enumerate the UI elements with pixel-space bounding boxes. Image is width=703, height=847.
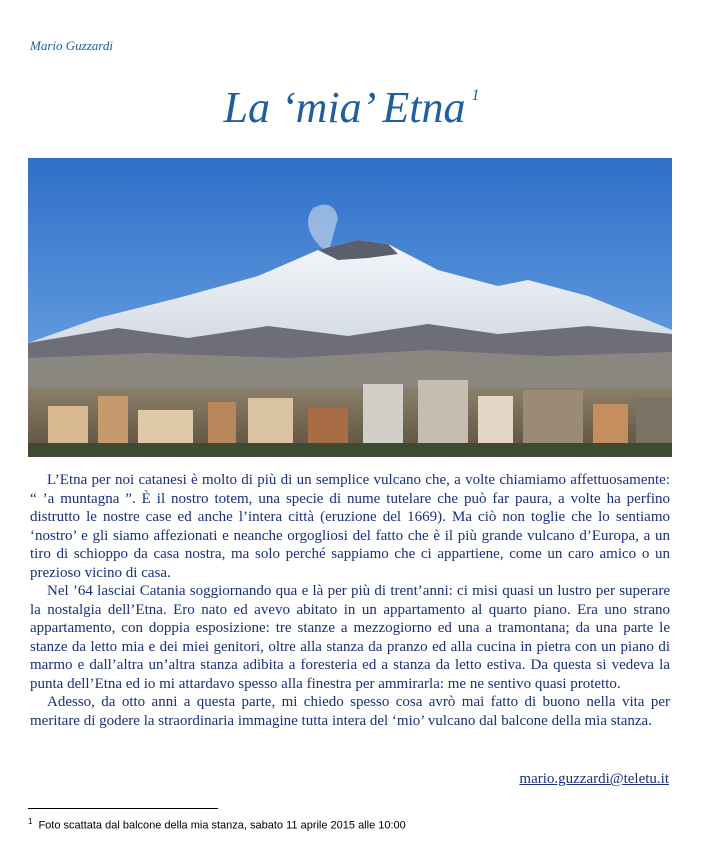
page-title	[0, 83, 703, 132]
footnote-number: 1	[28, 817, 33, 826]
title-footnote-marker: 1	[471, 87, 480, 104]
etna-photo-drawing	[28, 158, 672, 457]
author-name: Mario Guzzardi	[30, 38, 113, 53]
paragraph: Nel ’64 lasciai Catania soggiornando qua e là per più di trent’anni: ci misi quasi un lustro per superare la nostalgia dell’Etna. Ero nato ed avevo abitato in un appartamento al quarto piano. Era uno strano appartamento, con doppia esposizione: tre stanze a mezzogiorno ed una a tramontana; da una parte le stanze da letto mia e dei miei genitori, oltre alla stanza da pranzo ed alla cucina in pietra con un piano di marmo e dall’altra un’altra stanza adibita a foresteria ed a stanza da letto estiva. Da questa si vedeva la punta dell’Etna ed io mi attardavo spesso alla finestra per ammirarla: me ne sentivo quasi protetto.	[30, 583, 670, 692]
article-body	[30, 471, 670, 730]
footnote	[28, 817, 406, 832]
paragraph: Adesso, da otto anni a questa parte, mi chiedo spesso cosa avrò mai fatto di buono nella vita per meritare di godere la straordinaria immagine tutta intera del ‘mio’ vulcano dal balcone della mia stanza.	[30, 694, 670, 729]
footnote-text: Foto scattata dal balcone della mia stanza, sabato 11 aprile 2015 alle 10:00	[38, 819, 406, 832]
author-email-link[interactable]: mario.guzzardi@teletu.it	[519, 771, 669, 787]
paragraph: L’Etna per noi catanesi è molto di più di un semplice vulcano che, a volte chiamiamo affettuosamente: “ ’a muntagna ”. È il nostro totem, una specie di nume tutelare che può far paura, a volte ha perfino distrutto le nostre case ed anche l’intera città (eruzione del 1669). Ma ciò non toglie che lo sentiamo ‘nostro’ e gli siamo affezionati e neanche orgogliosi del fatto che è il più grande vulcano d’Europa, a un tiro di schioppo da casa nostra, ma solo perché sappiamo che ci appartiene, come un caro amico o un prezioso vicino di casa.	[30, 472, 670, 581]
title-text: La ‘mia’ Etna	[223, 83, 466, 132]
etna-photo	[28, 158, 672, 457]
footnote-divider	[28, 808, 218, 809]
